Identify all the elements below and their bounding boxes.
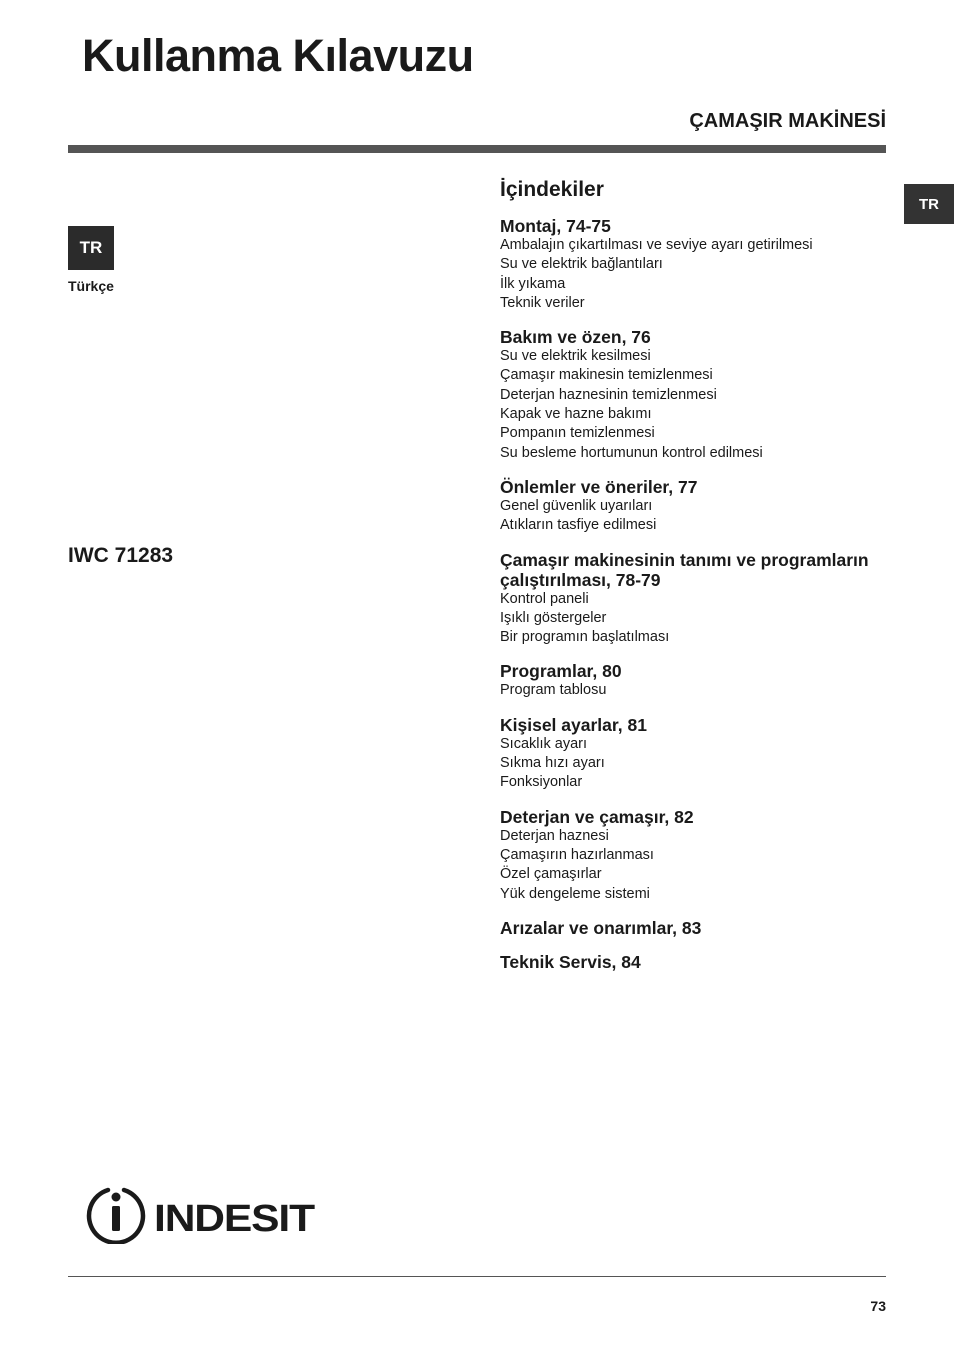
language-block — [68, 226, 114, 294]
toc-item: Deterjan haznesinin temizlenmesi — [500, 386, 717, 403]
toc-section — [500, 477, 890, 536]
language-badge: TR — [68, 226, 114, 270]
toc-section — [500, 661, 890, 700]
toc-item: Deterjan haznesi — [500, 827, 609, 844]
toc-sections — [500, 216, 890, 972]
toc-item: Pompanın temizlenmesi — [500, 425, 655, 442]
toc-section — [500, 918, 890, 938]
toc-section-heading: Programlar, 80 — [500, 661, 622, 682]
table-of-contents — [500, 178, 890, 986]
toc-section-heading: Montaj, 74-75 — [500, 216, 611, 236]
toc-item: Çamaşır makinesin temizlenmesi — [500, 367, 713, 384]
toc-item: Teknik veriler — [500, 294, 585, 311]
toc-section-heading: Çamaşır makinesinin tanımı ve programların çalıştırılması, 78-79 — [500, 549, 869, 590]
toc-item: Program tablosu — [500, 682, 607, 699]
toc-item: Ambalajın çıkartılması ve seviye ayarı getirilmesi — [500, 237, 813, 253]
indesit-logo-text: INDESIT — [154, 1198, 315, 1240]
toc-section — [500, 715, 890, 793]
toc-item: Sıcaklık ayarı — [500, 735, 588, 752]
language-label: Türkçe — [68, 278, 114, 294]
document-title: Kullanma Kılavuzu — [82, 30, 474, 81]
toc-title: İçindekiler — [500, 178, 604, 201]
language-side-tab: TR — [904, 184, 954, 224]
toc-section-heading: Kişisel ayarlar, 81 — [500, 714, 647, 735]
toc-item: Kapak ve hazne bakımı — [500, 406, 652, 423]
toc-item: Bir programın başlatılması — [500, 629, 670, 646]
toc-item: Yük dengeleme sistemi — [500, 885, 650, 902]
toc-item: Fonksiyonlar — [500, 774, 583, 791]
toc-item: Atıkların tasfiye edilmesi — [500, 517, 657, 534]
toc-section-heading: Deterjan ve çamaşır, 82 — [500, 806, 694, 827]
indesit-logo — [86, 1184, 326, 1244]
toc-section — [500, 327, 890, 463]
toc-item: Özel çamaşırlar — [500, 866, 602, 883]
toc-section-heading: Arızalar ve onarımlar, 83 — [500, 917, 702, 938]
toc-item: Işıklı göstergeler — [500, 609, 607, 626]
toc-item: Kontrol paneli — [500, 590, 589, 607]
toc-section — [500, 550, 890, 648]
document-subtitle: ÇAMAŞIR MAKİNESİ — [689, 110, 886, 132]
toc-section-heading: Önlemler ve öneriler, 77 — [500, 476, 698, 497]
toc-item: Su ve elektrik kesilmesi — [500, 348, 651, 365]
toc-item: Çamaşırın hazırlanması — [500, 846, 654, 863]
toc-item: Su ve elektrik bağlantıları — [500, 256, 663, 273]
toc-section — [500, 807, 890, 904]
top-divider — [68, 145, 886, 153]
page-number: 73 — [870, 1298, 886, 1314]
toc-section-heading: Teknik Servis, 84 — [500, 951, 641, 972]
toc-item: Su besleme hortumunun kontrol edilmesi — [500, 444, 763, 461]
toc-section — [500, 952, 890, 972]
toc-section-heading: Bakım ve özen, 76 — [500, 327, 651, 348]
indesit-logo-icon — [89, 1190, 143, 1243]
toc-item: İlk yıkama — [500, 275, 566, 292]
model-number: IWC 71283 — [68, 544, 174, 567]
toc-item: Genel güvenlik uyarıları — [500, 497, 653, 514]
toc-section — [500, 216, 890, 313]
bottom-divider — [68, 1276, 886, 1277]
toc-item: Sıkma hızı ayarı — [500, 755, 605, 772]
